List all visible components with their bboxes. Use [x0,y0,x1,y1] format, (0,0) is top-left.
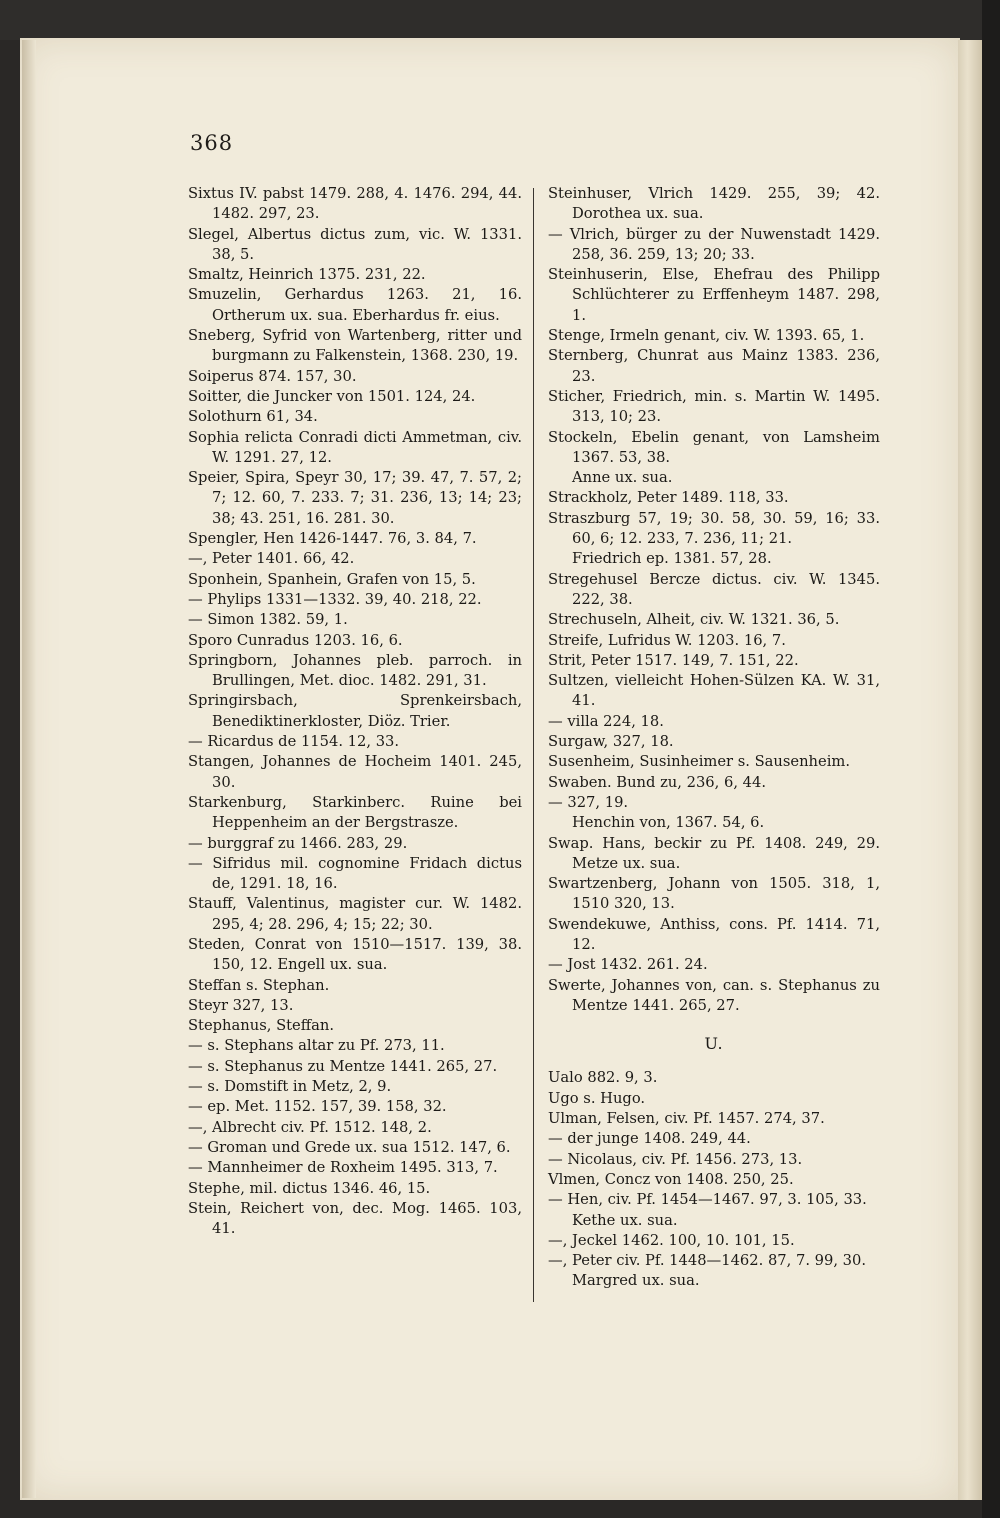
index-entry: — Sifridus mil. cognomine Fridach dictus de, 1291. 18, 16. [188,854,522,893]
index-entry: Sternberg, Chunrat aus Mainz 1383. 236, 23. [548,347,880,385]
index-entry: Stockeln, Ebelin genant, von Lamsheim 1367. 53, 38. [548,428,880,466]
index-entry: Ugo s. Hugo. [548,1089,646,1107]
index-entry: Sophia relicta Conradi dicti Ammetman, civ. W. 1291. 27, 12. [188,428,522,466]
index-entry: — Hen, civ. Pf. 1454—1467. 97, 3. 105, 33. [548,1191,867,1209]
index-entry: Streife, Lufridus W. 1203. 16, 7. [548,631,786,649]
index-entry: — Nicolaus, civ. Pf. 1456. 273, 13. [548,1150,803,1168]
index-entry: Springirsbach, Sprenkeirsbach, Benediktinerkloster, Diöz. Trier. [188,692,522,730]
index-entry: Sixtus IV. pabst 1479. 288, 4. 1476. 294, 44. 1482. 297, 23. [188,185,522,223]
index-entry: Smaltz, Heinrich 1375. 231, 22. [188,266,426,284]
index-entry: Steinhuser, Vlrich 1429. 255, 39; 42. Dorothea ux. sua. [548,185,880,223]
section-heading-u: U. [704,1034,724,1054]
index-entry: Straszburg 57, 19; 30. 58, 30. 59, 16; 33. 60, 6; 12. 233, 7. 236, 11; 21. [548,509,880,548]
index-entry: Sponhein, Spanhein, Grafen von 15, 5. [188,570,476,588]
index-entry: — Vlrich, bürger zu der Nuwenstadt 1429. 258, 36. 259, 13; 20; 33. [548,225,880,263]
index-entry: Sticher, Friedrich, min. s. Martin W. 1495. 313, 10; 23. [548,387,880,426]
index-entry: Swendekuwe, Anthiss, cons. Pf. 1414. 71, 12. [548,915,880,953]
index-entry: —, Peter 1401. 66, 42. [188,550,355,568]
index-entry: Stregehusel Bercze dictus. civ. W. 1345. 222, 38. [548,570,880,608]
index-entry: — Groman und Grede ux. sua 1512. 147, 6. [188,1138,511,1156]
index-entry: Strechuseln, Alheit, civ. W. 1321. 36, 5. [548,611,840,629]
index-entry: Solothurn 61, 34. [188,408,318,426]
index-entry: Sneberg, Syfrid von Wartenberg, ritter und burgmann zu Falkenstein, 1368. 230, 19. [188,327,522,365]
index-entry: Sultzen, vielleicht Hohen-Sülzen KA. W. 31, 41. [548,672,880,710]
index-entry: Smuzelin, Gerhardus 1263. 21, 16. Ortherum ux. sua. Eberhardus fr. eius. [188,286,522,324]
index-entry: — der junge 1408. 249, 44. [548,1130,751,1148]
index-entry: Stephe, mil. dictus 1346. 46, 15. [188,1179,431,1197]
index-entry: Swartzenberg, Johann von 1505. 318, 1, 1510 320, 13. [548,875,880,913]
index-subentry: Anne ux. sua. [572,469,673,487]
index-entry: Stauff, Valentinus, magister cur. W. 1482. 295, 4; 28. 296, 4; 15; 22; 30. [188,895,522,933]
index-entry: Strackholz, Peter 1489. 118, 33. [548,489,789,507]
index-entry: Soitter, die Juncker von 1501. 124, 24. [188,387,476,405]
index-entry: — Ricardus de 1154. 12, 33. [188,733,400,751]
index-column-left [188,184,522,1239]
index-entry: Steffan s. Stephan. [188,976,330,994]
index-entry: — s. Stephans altar zu Pf. 273, 11. [188,1037,445,1055]
index-entry: — villa 224, 18. [548,712,664,730]
index-entry: Steden, Conrat von 1510—1517. 139, 38. 150, 12. Engell ux. sua. [188,935,522,974]
index-entry: Starkenburg, Starkinberc. Ruine bei Heppenheim an der Bergstrasze. [188,793,522,832]
index-entry: Ulman, Felsen, civ. Pf. 1457. 274, 37. [548,1110,825,1128]
index-subentry: Kethe ux. sua. [572,1211,678,1229]
index-subentry: Margred ux. sua. [572,1272,700,1290]
index-entry: Sporo Cunradus 1203. 16, 6. [188,631,403,649]
index-column-right [548,184,880,1292]
index-entry: Ualo 882. 9, 3. [548,1069,658,1087]
index-entry: Springborn, Johannes pleb. parroch. in Brullingen, Met. dioc. 1482. 291, 31. [188,651,522,690]
index-entry: —, Jeckel 1462. 100, 10. 101, 15. [548,1231,795,1249]
index-entry: — Phylips 1331—1332. 39, 40. 218, 22. [188,590,482,608]
index-entry: — Simon 1382. 59, 1. [188,611,348,629]
index-entry: Surgaw, 327, 18. [548,733,674,751]
page-gutter [22,40,36,1498]
index-entry: Soiperus 874. 157, 30. [188,367,357,385]
scan-background-right [982,0,1000,1518]
index-entry: — Jost 1432. 261. 24. [548,956,708,974]
index-entry: Stephanus, Steffan. [188,1017,335,1035]
index-entry: Susenheim, Susinheimer s. Sausenheim. [548,753,850,771]
index-entry: Stangen, Johannes de Hocheim 1401. 245, 30. [188,753,522,791]
index-entry: —, Peter civ. Pf. 1448—1462. 87, 7. 99, 30. [548,1252,867,1270]
index-subentry: Henchin von, 1367. 54, 6. [572,814,765,832]
index-subentry: Friedrich ep. 1381. 57, 28. [572,550,772,568]
scan-background-top [0,0,1000,40]
index-entry: Speier, Spira, Speyr 30, 17; 39. 47, 7. 57, 2; 7; 12. 60, 7. 233. 7; 31. 236, 13; 14; 23; 38; 43. 251, 16. 281. 30. [188,469,522,527]
index-entry: Steinhuserin, Else, Ehefrau des Philipp Schlüchterer zu Erffenheym 1487. 298, 1. [548,266,880,324]
index-entry: — Mannheimer de Roxheim 1495. 313, 7. [188,1159,498,1177]
page-edge [958,40,982,1500]
index-entry: Strit, Peter 1517. 149, 7. 151, 22. [548,651,799,669]
index-entry: Spengler, Hen 1426-1447. 76, 3. 84, 7. [188,530,477,548]
index-entry: Slegel, Albertus dictus zum, vic. W. 1331. 38, 5. [188,225,522,263]
index-entry: — burggraf zu 1466. 283, 29. [188,834,408,852]
index-entry: — 327, 19. [548,793,629,811]
index-entry: — s. Domstift in Metz, 2, 9. [188,1078,392,1096]
page-number: 368 [190,131,234,155]
index-entry: Swerte, Johannes von, can. s. Stephanus zu Mentze 1441. 265, 27. [548,976,880,1014]
index-entry: Stein, Reichert von, dec. Mog. 1465. 103, 41. [188,1199,522,1238]
index-entry: —, Albrecht civ. Pf. 1512. 148, 2. [188,1118,432,1136]
index-entry: Swap. Hans, beckir zu Pf. 1408. 249, 29. Metze ux. sua. [548,834,880,872]
index-entry: Stenge, Irmeln genant, civ. W. 1393. 65, 1. [548,327,865,345]
index-entry: — ep. Met. 1152. 157, 39. 158, 32. [188,1098,447,1116]
index-entry: Steyr 327, 13. [188,996,294,1014]
index-entry: — s. Stephanus zu Mentze 1441. 265, 27. [188,1057,498,1075]
index-entry: Swaben. Bund zu, 236, 6, 44. [548,773,767,791]
column-divider [533,188,534,1302]
index-entry: Vlmen, Concz von 1408. 250, 25. [548,1170,794,1188]
